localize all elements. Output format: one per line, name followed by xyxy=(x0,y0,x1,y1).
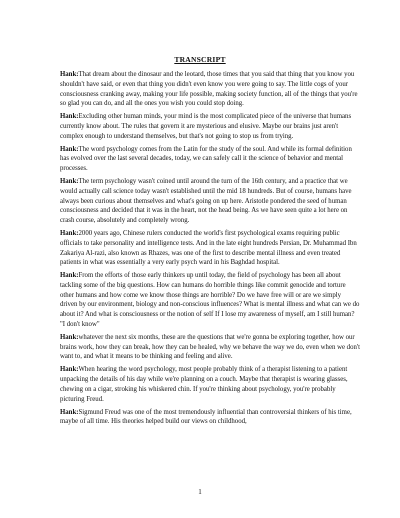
speaker-label: Hank: xyxy=(60,408,79,416)
transcript-paragraph xyxy=(60,365,360,404)
speaker-label: Hank: xyxy=(60,71,79,78)
speaker-label: Hank: xyxy=(60,230,79,237)
speaker-label: Hank: xyxy=(60,333,79,341)
paragraph-text: From the efforts of those early thinkers up until today, the field of psychology has been all about tackling some of the big questions. How can humans do horrible things like commit genocide and torture other humans and how come we know those things are horrible? Do we have free will or are we simply driven by our environment, biology and non-conscious influences? What is mental illness and what can we do about it? And what is consciousness or the notion of self If I lose my awareness of myself, am I still human? "I don't know" xyxy=(60,272,360,328)
transcript-paragraph xyxy=(60,70,360,109)
paragraph-text: Excluding other human minds, your mind is the most complicated piece of the universe that humans currently know about. The rules that govern it are mysterious and elusive. Maybe our brains just aren't complex enough to understand themselves, but that's not going to stop us from trying. xyxy=(60,113,352,140)
transcript-paragraph xyxy=(60,229,360,268)
speaker-label: Hank: xyxy=(60,178,79,186)
speaker-label: Hank: xyxy=(60,272,79,280)
transcript-paragraph xyxy=(60,408,360,428)
transcript-paragraph xyxy=(60,177,360,226)
page-number: 1 xyxy=(198,488,202,496)
transcript-paragraph xyxy=(60,333,360,362)
transcript-paragraph xyxy=(60,112,360,141)
speaker-label: Hank: xyxy=(60,113,79,121)
speaker-label: Hank: xyxy=(60,366,79,374)
paragraph-text: The word psychology comes from the Latin for the study of the soul. And while its formal definition has evolved over the last several decades, today, we can safely call it the science of behavior and mental processes. xyxy=(60,145,352,173)
paragraph-text: When hearing the word psychology, most people probably think of a therapist listening to a patient unpacking the details of his day while we're planning on a couch. Maybe that therapist is wearing glasses, chewing on a cigar, stroking his whiskered chin. If you're thinking about psychology, you're probably picturing Freud. xyxy=(60,366,348,403)
paragraph-text: 2000 years ago, Chinese rulers conducted the world's first psychological exams requiring public officials to take personality and intelligence tests. And in the late eight hundreds Persian, Dr. Muhammad Ibn Zakariya Al-razi, also known as Rhazes, was one of the first to describe mental illness and even treated patients in what was essentially a very early psych ward in his Baghdad hospital. xyxy=(60,230,357,267)
speaker-label: Hank: xyxy=(60,145,79,153)
document-title: TRANSCRIPT xyxy=(174,55,226,64)
transcript-paragraph xyxy=(60,271,360,330)
paragraph-text: Sigmund Freud was one of the most tremendously influential than controversial thinkers of his time, maybe of all time. His theories helped build our views on childhood, xyxy=(60,408,352,426)
transcript-paragraph xyxy=(60,145,360,174)
paragraph-text: That dream about the dinosaur and the leotard, those times that you said that thing that you know you shouldn't have said, or even that thing you didn't even know you were going to say. The little cogs of your consciousness cranking away, making your life possible, making society function, all of the things that you're so glad you can do, and all the ones you wish you could stop doing. xyxy=(60,71,358,108)
paragraph-text: whatever the next six months, these are the questions that we're gonna be exploring together, how our brains work, how they can break, how they can be healed, why we behave the way we do, even when we don't want to, and what it means to be thinking and feeling and alive. xyxy=(60,333,360,361)
paragraph-text: The term psychology wasn't coined until around the turn of the 16th century, and a practice that we would actually call science today wasn't established until the mid 18 hundreds. But of course, humans have always been curious about themselves and what's going on up here. Aristotle pondered the seed of human consciousness and decided that it was in the heart, not the head being. As we have seen quite a lot here on crash course, absolutely and completely wrong. xyxy=(60,178,352,225)
transcript-body xyxy=(60,70,360,430)
